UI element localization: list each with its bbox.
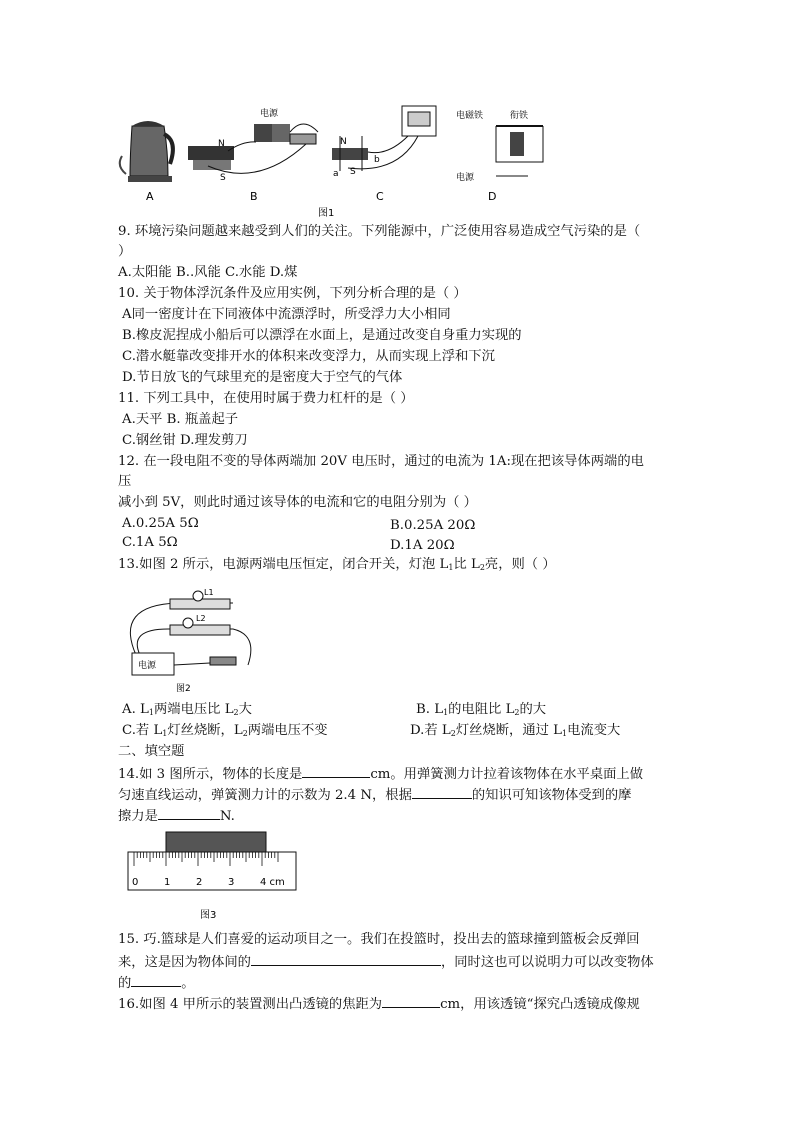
q13-option-b: B. $L_1$的电阻比 $L_2$的大 <box>416 702 547 717</box>
q13-stem: 13.如图 2 所示，电源两端电压恒定，闭合开关，灯泡 $L_1$比 $L_2$亮，则（ ） <box>118 557 556 572</box>
q14-blank-principle[interactable] <box>412 784 472 799</box>
q15-blank-effect[interactable] <box>131 972 181 987</box>
svg-text:b: b <box>374 155 380 165</box>
svg-text:B: B <box>250 190 258 203</box>
q13-option-a: A. $L_1$两端电压比 $L_2$大 <box>122 702 252 717</box>
q14-line-1: 14.如 3 图所示，物体的长度是 cm。用弹簧测力计拉着该物体在水平桌面上做 <box>118 763 643 785</box>
svg-text:L2: L2 <box>196 614 206 623</box>
kettle-illustration <box>120 121 173 182</box>
svg-text:L1: L1 <box>204 588 214 597</box>
svg-text:电源: 电源 <box>138 661 157 671</box>
svg-text:衔铁: 衔铁 <box>510 111 529 121</box>
q13-option-d: D.若 $L_2$灯丝烧断，通过 $L_1$电流变大 <box>410 723 621 738</box>
q14-line-3: 擦力是 N. <box>118 805 235 827</box>
q12-stem-1: 12. 在一段电阻不变的导体两端加 20V 电压时，通过的电流为 1A:现在把该导体两端的电 <box>118 454 644 469</box>
q10-option-d: D.节日放飞的气球里充的是密度大于空气的气体 <box>122 370 403 385</box>
svg-text:S: S <box>220 173 226 183</box>
q15-line-1: 15. 巧.篮球是人们喜爱的运动项目之一。我们在投篮时，投出去的篮球撞到篮板会反弹回 <box>118 932 640 947</box>
svg-text:C: C <box>376 190 384 203</box>
q12-stem-2: 压 <box>118 474 132 489</box>
q13-option-c: C.若 $L_1$灯丝烧断，$L_2$两端电压不变 <box>122 723 328 738</box>
svg-text:N: N <box>340 137 347 147</box>
svg-text:图3: 图3 <box>200 910 217 921</box>
svg-text:电磁铁: 电磁铁 <box>456 111 484 121</box>
svg-text:图1: 图1 <box>318 208 335 219</box>
q12-option-d: D.1A 20Ω <box>390 538 455 553</box>
figure-3-ruler <box>118 830 303 922</box>
fig1-d-circuit <box>496 126 543 176</box>
q14-blank-friction[interactable] <box>158 805 220 820</box>
svg-text:0: 0 <box>132 877 139 888</box>
q12-option-b: B.0.25A 20Ω <box>390 518 476 533</box>
q11-stem: 11. 下列工具中，在使用时属于费力杠杆的是（ ） <box>118 391 414 406</box>
fig1-c-circuit <box>332 106 436 171</box>
q14-blank-length[interactable] <box>302 763 370 778</box>
q16-line-1: 16.如图 4 甲所示的装置测出凸透镜的焦距为 cm，用该透镜“探究凸透镜成像规 <box>118 993 640 1015</box>
svg-text:4 cm: 4 cm <box>260 877 285 888</box>
q10-option-c: C.潜水艇靠改变排开水的体积来改变浮力，从而实现上浮和下沉 <box>122 349 495 364</box>
q10-stem: 10. 关于物体浮沉条件及应用实例，下列分析合理的是（ ） <box>118 286 467 301</box>
svg-text:图2: 图2 <box>176 684 191 694</box>
fig1-b-circuit <box>188 124 318 173</box>
q12-option-c: C.1A 5Ω <box>122 535 178 550</box>
q14-line-2: 匀速直线运动，弹簧测力计的示数为 2.4 N，根据 的知识可知该物体受到的摩 <box>118 784 631 806</box>
q10-option-a: A同一密度计在下同液体中流漂浮时，所受浮力大小相同 <box>122 307 451 322</box>
q15-line-2: 来，这是因为物体间的 ，同时这也可以说明力可以改变物体 <box>118 951 654 973</box>
svg-text:3: 3 <box>228 877 235 888</box>
svg-text:A: A <box>146 190 154 203</box>
svg-text:S: S <box>350 167 356 177</box>
q15-blank-force[interactable] <box>251 951 441 966</box>
q15-line-3: 的 。 <box>118 972 195 994</box>
q9-options: A.太阳能 B..风能 C.水能 D.煤 <box>118 265 298 280</box>
section-heading: 二、填空题 <box>118 744 185 759</box>
q12-stem-3: 减小到 5V，则此时通过该导体的电流和它的电阻分别为（ ） <box>118 495 477 510</box>
q11-options-cd: C.钢丝钳 D.理发剪刀 <box>122 433 248 448</box>
q12-option-a: A.0.25A 5Ω <box>122 516 199 531</box>
q9-stem: 9. 环境污染问题越来越受到人们的关注。下列能源中，广泛使用容易造成空气污染的是（ <box>118 224 641 239</box>
svg-text:a: a <box>333 169 339 179</box>
svg-text:D: D <box>488 190 497 203</box>
svg-text:N: N <box>218 139 225 149</box>
q9-stem-cont: ） <box>118 244 132 259</box>
svg-text:电源: 电源 <box>260 109 279 119</box>
q11-options-ab: A.天平 B. 瓶盖起子 <box>122 412 239 427</box>
figure-2 <box>118 585 268 697</box>
svg-text:1: 1 <box>164 877 171 888</box>
q16-blank-focal[interactable] <box>382 993 440 1008</box>
figure-1 <box>118 96 558 220</box>
svg-text:2: 2 <box>196 877 203 888</box>
svg-text:电源: 电源 <box>456 173 475 183</box>
q10-option-b: B.橡皮泥捏成小船后可以漂浮在水面上，是通过改变自身重力实现的 <box>122 328 522 343</box>
